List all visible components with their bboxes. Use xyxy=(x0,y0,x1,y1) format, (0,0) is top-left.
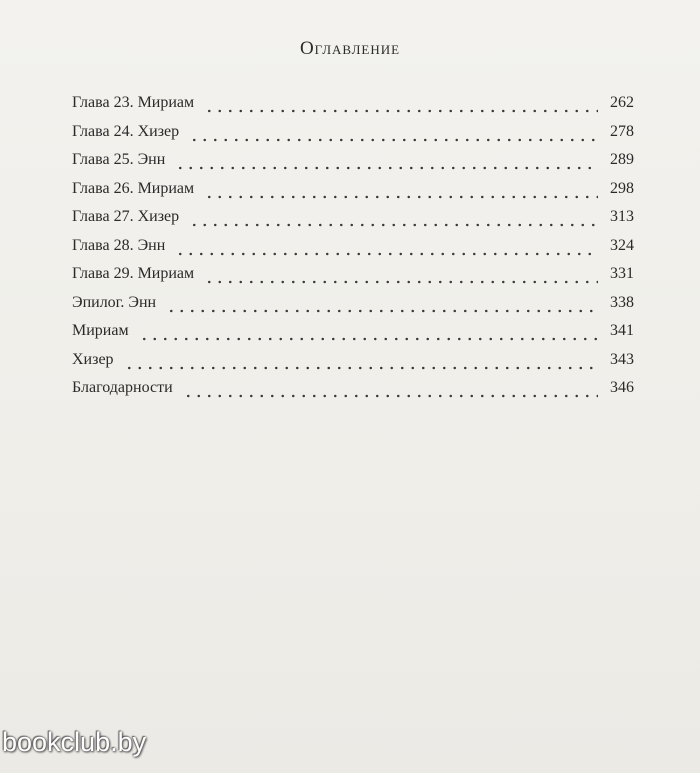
toc-entry-title: Глава 28. Энн xyxy=(72,236,166,254)
toc-entry-title: Благодарности xyxy=(72,379,173,396)
toc-entry xyxy=(72,264,634,293)
toc-leader-dots xyxy=(183,394,598,398)
toc-leader-dots xyxy=(175,166,598,170)
toc-leader-dots xyxy=(189,223,598,227)
toc-leader-dots xyxy=(139,337,598,341)
toc-leader-dots xyxy=(166,309,598,313)
toc-leader-dots xyxy=(204,280,598,284)
toc-entry xyxy=(72,350,634,379)
toc-entry-title: Глава 29. Мириам xyxy=(72,265,195,282)
toc-leader-dots xyxy=(124,366,598,370)
toc-entry-title: Хизер xyxy=(72,350,114,368)
toc-entry-title: Глава 23. Мириам xyxy=(72,94,195,111)
table-of-contents xyxy=(72,93,634,407)
toc-entry xyxy=(72,293,634,322)
toc-entry-page: 331 xyxy=(610,265,634,282)
toc-entry-page: 262 xyxy=(610,94,634,111)
toc-entry-page: 289 xyxy=(610,151,634,168)
toc-entry-page: 313 xyxy=(610,208,634,225)
toc-entry-title: Глава 27. Хизер xyxy=(72,208,180,225)
toc-entry xyxy=(72,93,634,122)
toc-leader-dots xyxy=(204,195,598,199)
toc-entry-title: Глава 24. Хизер xyxy=(72,122,180,140)
toc-entry-title: Глава 26. Мириам xyxy=(72,179,195,197)
toc-entry-page: 338 xyxy=(610,293,634,311)
toc-entry xyxy=(72,150,634,179)
site-watermark: bookclub.by xyxy=(2,727,147,757)
toc-entry xyxy=(72,122,634,151)
toc-entry-page: 341 xyxy=(610,322,634,339)
toc-entry xyxy=(72,236,634,265)
toc-entry-page: 298 xyxy=(610,179,634,197)
toc-entry-page: 343 xyxy=(610,350,634,368)
toc-entry-title: Эпилог. Энн xyxy=(72,293,157,311)
toc-entry xyxy=(72,207,634,236)
toc-entry-title: Глава 25. Энн xyxy=(72,151,166,168)
toc-entry xyxy=(72,378,634,407)
toc-leader-dots xyxy=(189,138,598,142)
toc-entry-title: Мириам xyxy=(72,322,129,339)
toc-leader-dots xyxy=(175,252,598,256)
toc-entry-page: 346 xyxy=(610,379,634,396)
toc-leader-dots xyxy=(204,109,598,113)
toc-entry-page: 278 xyxy=(610,122,634,140)
toc-entry-page: 324 xyxy=(610,236,634,254)
toc-entry xyxy=(72,321,634,350)
toc-entry xyxy=(72,179,634,208)
page-title: Оглавление xyxy=(299,38,401,59)
